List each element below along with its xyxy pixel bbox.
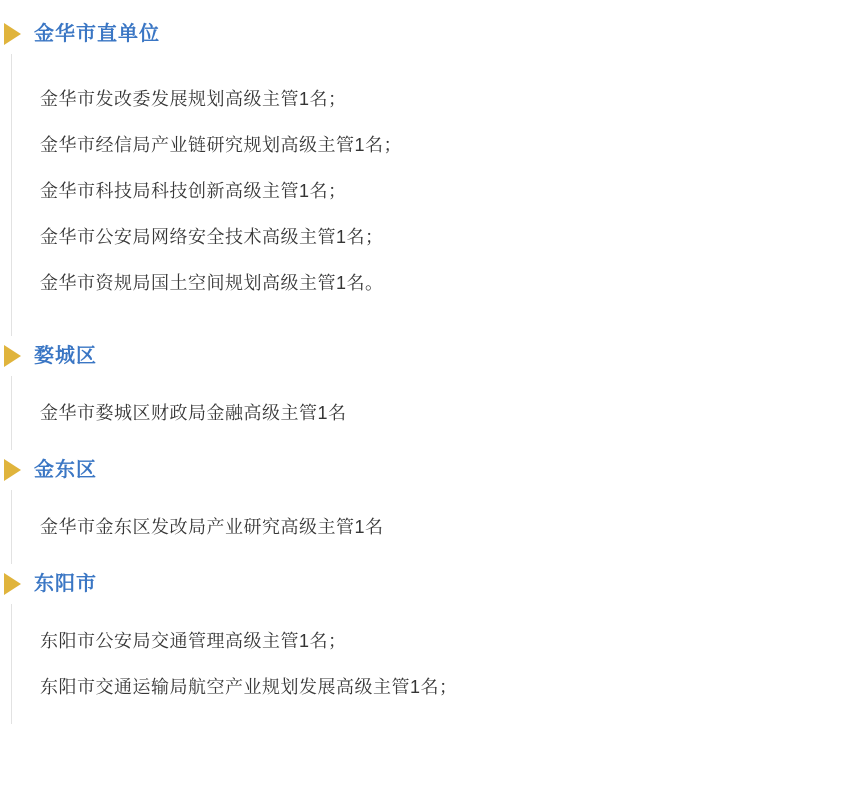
section-title: 金华市直单位 [34,23,160,45]
list-item: 金华市金东区发改局产业研究高级主管1名 [40,517,384,537]
triangle-right-icon [4,573,21,595]
section-wucheng-district [0,336,847,450]
section-title: 东阳市 [34,573,97,595]
section-header [0,564,847,604]
list-item: 金华市发改委发展规划高级主管1名； [40,89,347,109]
list-item: 金华市科技局科技创新高级主管1名； [40,181,347,201]
section-title: 婺城区 [34,345,97,367]
section-dongyang-city [0,564,847,724]
section-header [0,14,847,54]
section-jindong-district [0,450,847,564]
section-title: 金东区 [34,459,97,481]
list-item: 金华市经信局产业链研究规划高级主管1名； [40,135,403,155]
list-item: 金华市婺城区财政局金融高级主管1名 [40,403,347,423]
list-item: 金华市资规局国土空间规划高级主管1名。 [40,273,384,293]
list-item: 东阳市公安局交通管理高级主管1名； [40,631,347,651]
triangle-right-icon [4,23,21,45]
section-content [11,604,847,724]
section-content [11,376,847,450]
section-header [0,450,847,490]
section-city-direct-units [0,14,847,336]
list-item: 东阳市交通运输局航空产业规划发展高级主管1名； [40,677,458,697]
section-content [11,54,847,336]
list-item: 金华市公安局网络安全技术高级主管1名； [40,227,384,247]
section-content [11,490,847,564]
triangle-right-icon [4,345,21,367]
triangle-right-icon [4,459,21,481]
section-header [0,336,847,376]
